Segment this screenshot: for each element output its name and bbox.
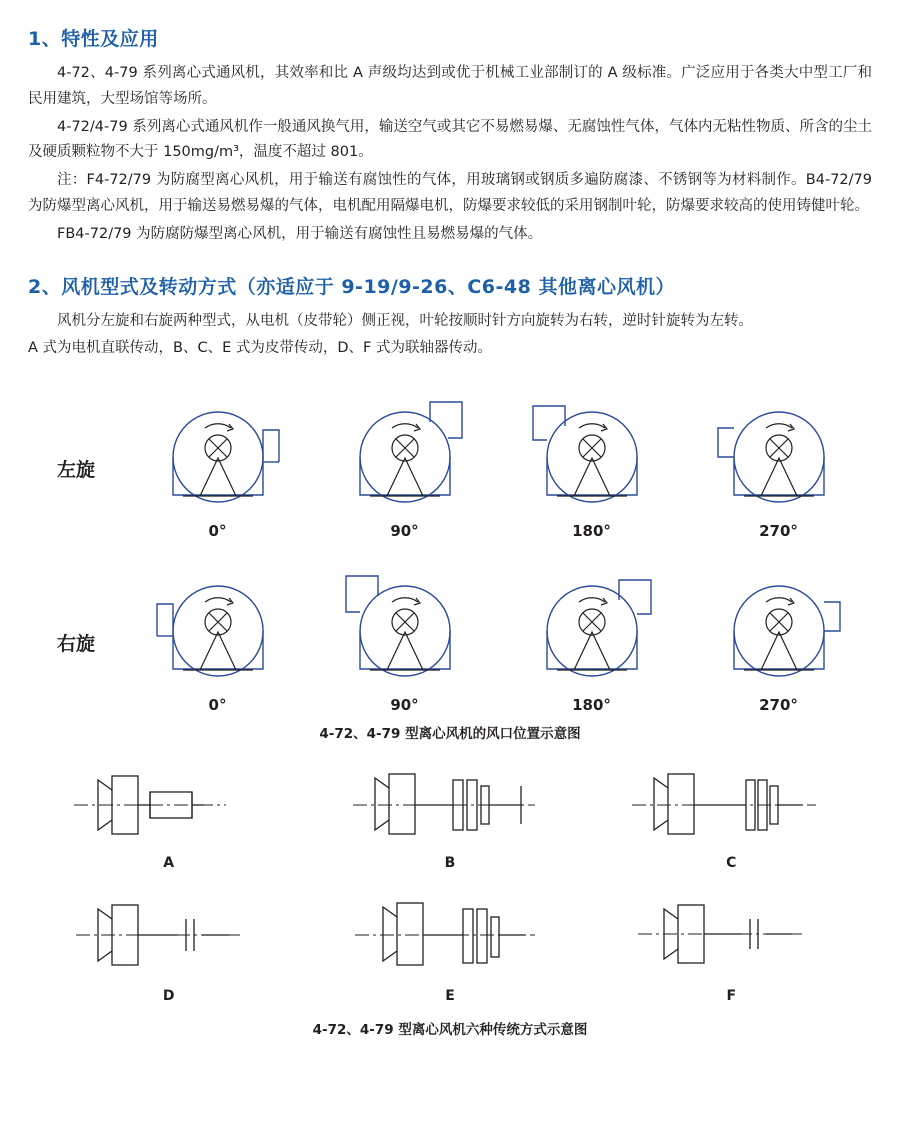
section-1-title: 1、特性及应用 [28,28,159,50]
drive-type-label: A [163,855,175,872]
paragraph-text: FB4-72/79 为防腐防爆型离心风机，用于输送有腐蚀性且易燃易爆的气体。 [57,225,543,242]
rotation-cell-left-0 [124,400,311,540]
drive-type-c-icon [616,756,846,851]
rotation-angle-label: 180° [572,522,611,541]
section-2-paragraph-2 [28,336,872,362]
fan-outlet-icon [143,574,293,694]
fan-outlet-icon [330,400,480,520]
fan-outlet-icon [143,400,293,520]
rotation-row-label: 左旋 [56,459,95,482]
paragraph-text: A 式为电机直联传动，B、C、E 式为皮带传动，D、F 式为联轴器传动。 [28,340,492,357]
section-1-paragraph-4 [28,222,872,248]
rotation-angle-label: 270° [759,522,798,541]
drive-row-1 [28,756,872,871]
drive-cell-a [28,756,309,871]
rotation-diagram-block [28,380,872,742]
section-1-paragraph-2 [28,115,872,167]
rotation-angle-label: 90° [390,522,419,541]
rotation-cell-right-0 [124,574,311,714]
rotation-cell-right-180 [498,574,685,714]
fan-outlet-icon [517,574,667,694]
paragraph-text: 风机分左旋和右旋两种型式，从电机（皮带轮）侧正视，叶轮按顺时针方向旋转为右转，逆时针旋转为左转。 [57,312,753,329]
rotation-row-label: 右旋 [56,633,95,656]
drive-type-e-icon [335,889,565,984]
paragraph-text: 注：F4-72/79 为防腐型离心风机，用于输送有腐蚀性的气体，用玻璃钢或钢质多遍防腐漆、不锈钢等为材料制作。B4-72/79 为防爆型离心风机，用于输送易燃易爆的气体，电机配用隔爆电机，防爆要求较低的采用钢制叶轮，防爆要求较高的使用铸健叶轮。 [28,172,872,214]
rotation-cell-right-90 [311,574,498,714]
drive-type-label: C [726,855,737,872]
rotation-cell-left-180 [498,400,685,540]
rotation-row-left [28,380,872,540]
drive-type-label: E [445,988,455,1005]
section-1-paragraph-3 [28,168,872,220]
drive-type-label: B [444,855,456,872]
rotation-cell-left-270 [685,400,872,540]
drive-type-f-icon [616,889,846,984]
drive-row-2 [28,889,872,1004]
fan-outlet-icon [330,574,480,694]
fan-outlet-icon [704,400,854,520]
section-1-paragraph-1 [28,61,872,113]
section-2-title: 2、风机型式及转动方式（亦适应于 9-19/9-26、C6-48 其他离心风机） [28,275,675,298]
rotation-cell-left-90 [311,400,498,540]
rotation-angle-label: 0° [208,696,227,715]
drive-cell-b [309,756,590,871]
drive-cell-d [28,889,309,1004]
paragraph-text: 4-72/4-79 系列离心式通风机作一般通风换气用，输送空气或其它不易燃易爆、无腐蚀性气体，气体内无粘性物质、所含的尘土及硬质颗粒物不大于 150mg/m³，温度不超过 801。 [28,118,872,161]
rotation-angle-label: 270° [759,696,798,715]
rotation-cell-right-270 [685,574,872,714]
rotation-angle-label: 90° [390,696,419,715]
drive-type-d-icon [54,889,284,984]
fan-outlet-icon [517,400,667,520]
rotation-angle-label: 180° [572,696,611,715]
drive-type-a-icon [54,756,284,851]
drive-diagram-block [28,756,872,1038]
rotation-row-right [28,554,872,714]
rotation-figure-caption: 4-72、4-79 型离心风机的风口位置示意图 [319,726,581,743]
fan-outlet-icon [704,574,854,694]
drive-figure-caption: 4-72、4-79 型离心风机六种传统方式示意图 [312,1022,588,1039]
rotation-angle-label: 0° [208,522,227,541]
drive-type-label: D [162,988,175,1005]
drive-cell-c [591,756,872,871]
drive-type-label: F [726,988,737,1005]
drive-type-b-icon [335,756,565,851]
section-2-paragraph-1 [28,309,872,335]
drive-cell-e [309,889,590,1004]
drive-cell-f [591,889,872,1004]
paragraph-text: 4-72、4-79 系列离心式通风机，其效率和比 A 声级均达到或优于机械工业部制订的 A 级标准。广泛应用于各类大中型工厂和民用建筑，大型场馆等场所。 [28,65,872,107]
